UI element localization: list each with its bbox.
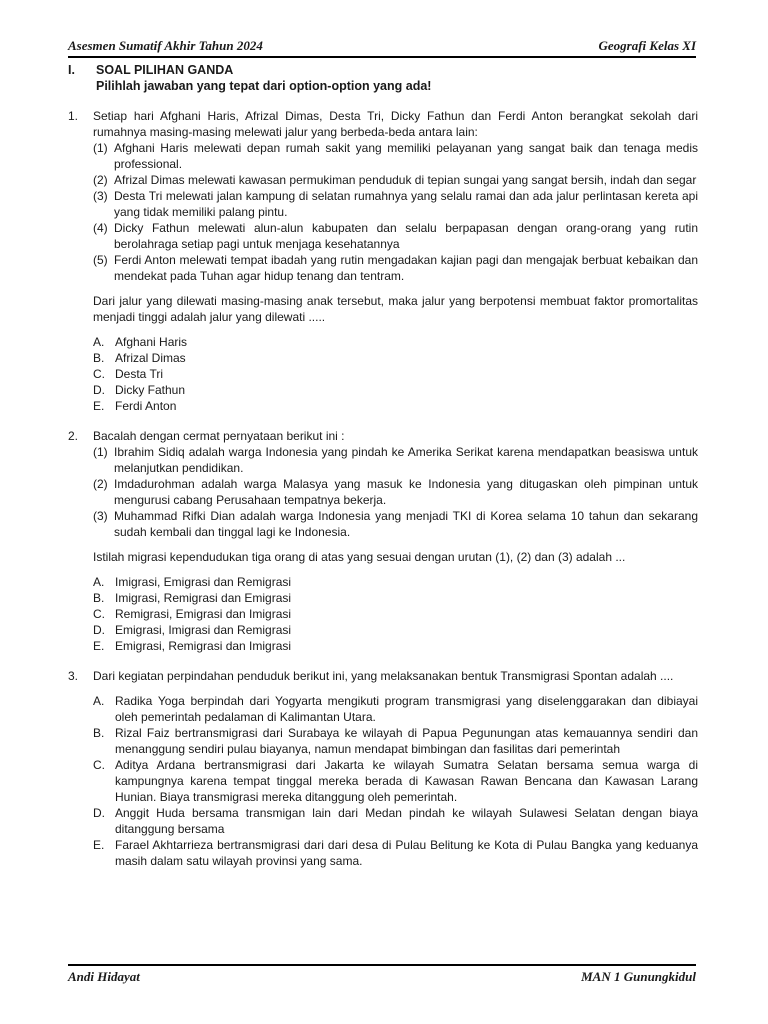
header-divider [68, 56, 696, 58]
section-instruction: Pilihlah jawaban yang tepat dari option-option yang ada! [96, 79, 432, 93]
answer-options [93, 334, 698, 414]
document-body [68, 62, 698, 869]
answer-options [93, 574, 698, 654]
statement: (2) Imdadurohman adalah warga Malasya yang masuk ke Indonesia yang ditugaskan oleh pimpinan untuk mengurusi cabang Perusahaan tempatnya bekerja. [93, 477, 698, 507]
section-title: SOAL PILIHAN GANDA [96, 63, 234, 77]
answer-option[interactable]: C. Remigrasi, Emigrasi dan Imigrasi [93, 607, 292, 621]
question-prompt: Dari jalur yang dilewati masing-masing anak tersebut, maka jalur yang berpotensi membuat faktor promortalitas menjadi tinggi adalah jalur yang dilewati ..... [93, 294, 698, 324]
answer-option[interactable]: A. Afghani Haris [93, 335, 188, 349]
question-1 [68, 108, 698, 414]
statement: (3) Muhammad Rifki Dian adalah warga Indonesia yang menjadi TKI di Korea selama 10 tahun dan sekarang sudah kembali dan tinggal lagi ke Indonesia. [93, 509, 698, 539]
statement: (1) Ibrahim Sidiq adalah warga Indonesia yang pindah ke Amerika Serikat karena mendapatkan beasiswa untuk melanjutkan pendidikan. [93, 445, 698, 475]
answer-option[interactable]: A. Radika Yoga berpindah dari Yogyarta mengikuti program transmigrasi yang diselenggarakan dan dibiayai oleh pemerintah pedalaman di Kalimantan Utara. [93, 694, 698, 724]
question-3 [68, 668, 698, 869]
answer-option[interactable]: B. Rizal Faiz bertransmigrasi dari Surabaya ke wilayah di Papua Pegunungan atas kemauannya sendiri dan menanggung sendiri pulau biayanya, namun mendapat bimbingan dan fasilitas dari pemerintah [93, 726, 698, 756]
answer-option[interactable]: D. Dicky Fathun [93, 383, 186, 397]
question-stem: Bacalah dengan cermat pernyataan berikut ini : [93, 429, 345, 443]
header-title: Asesmen Sumatif Akhir Tahun 2024 [68, 38, 263, 53]
footer-author: Andi Hidayat [68, 969, 140, 984]
footer-divider [68, 964, 696, 966]
answer-option[interactable]: E. Farael Akhtarrieza bertransmigrasi dari dari desa di Pulau Belitung ke Kota di Pulau Bangka yang keduanya masih dalam satu wilayah provinsi yang sama. [93, 838, 698, 868]
statement: (1) Afghani Haris melewati depan rumah sakit yang memiliki pelayanan yang sangat baik dan tenaga medis professional. [93, 141, 698, 171]
answer-options [93, 693, 698, 869]
question-number: 3. [68, 669, 79, 683]
answer-option[interactable]: D. Emigrasi, Imigrasi dan Remigrasi [93, 623, 292, 637]
question-number: 2. [68, 429, 79, 443]
answer-option[interactable]: C. Desta Tri [93, 367, 164, 381]
question-stem: Dari kegiatan perpindahan penduduk berikut ini, yang melaksanakan bentuk Transmigrasi Spontan adalah .... [93, 669, 674, 683]
question-stem: Setiap hari Afghani Haris, Afrizal Dimas, Desta Tri, Dicky Fathun dan Ferdi Anton berangkat sekolah dari rumahnya masing-masing melewati jalur yang berbeda-beda antara lain: [93, 109, 698, 139]
header-subject: Geografi Kelas XI [598, 38, 696, 53]
section-number: I. [68, 63, 75, 77]
question-2 [68, 428, 698, 654]
statement: (5) Ferdi Anton melewati tempat ibadah yang rutin mengadakan kajian pagi dan mengajak berbuat kebaikan dan mendekat pada Tuhan agar hidup tenang dan tentram. [93, 253, 698, 283]
page-footer [68, 969, 696, 985]
answer-option[interactable]: E. Ferdi Anton [93, 399, 177, 413]
answer-option[interactable]: A. Imigrasi, Emigrasi dan Remigrasi [93, 575, 292, 589]
statement: (3) Desta Tri melewati jalan kampung di selatan rumahnya yang selalu ramai dan ada jalur perlintasan kereta api yang tidak memiliki palang pintu. [93, 189, 698, 219]
page-header [68, 38, 696, 54]
answer-option[interactable]: B. Imigrasi, Remigrasi dan Emigrasi [93, 591, 292, 605]
question-prompt: Istilah migrasi kependudukan tiga orang di atas yang sesuai dengan urutan (1), (2) dan (3) adalah ... [93, 550, 626, 564]
section-heading [68, 62, 698, 78]
answer-option[interactable]: D. Anggit Huda bersama transmigan lain dari Medan pindah ke wilayah Sulawesi Selatan dengan biaya ditanggung bersama [93, 806, 698, 836]
footer-school: MAN 1 Gunungkidul [581, 969, 696, 984]
statement: (2) Afrizal Dimas melewati kawasan permukiman penduduk di tepian sungai yang sangat bersih, indah dan segar [93, 173, 697, 187]
answer-option[interactable]: E. Emigrasi, Remigrasi dan Imigrasi [93, 639, 292, 653]
answer-option[interactable]: C. Aditya Ardana bertransmigrasi dari Jakarta ke wilayah Sumatra Selatan bersama semua warga di kampungnya karena tempat tinggal mereka berada di Kawasan Rawan Bencana dan Kawasan Larang Hunian. Biaya transmigrasi mereka ditanggung oleh pemerintah. [93, 758, 698, 804]
question-number: 1. [68, 109, 79, 123]
statement: (4) Dicky Fathun melewati alun-alun kabupaten dan selalu berpapasan dengan orang-orang yang rutin berolahraga setiap pagi untuk menjaga kesehatannya [93, 221, 698, 251]
answer-option[interactable]: B. Afrizal Dimas [93, 351, 186, 365]
